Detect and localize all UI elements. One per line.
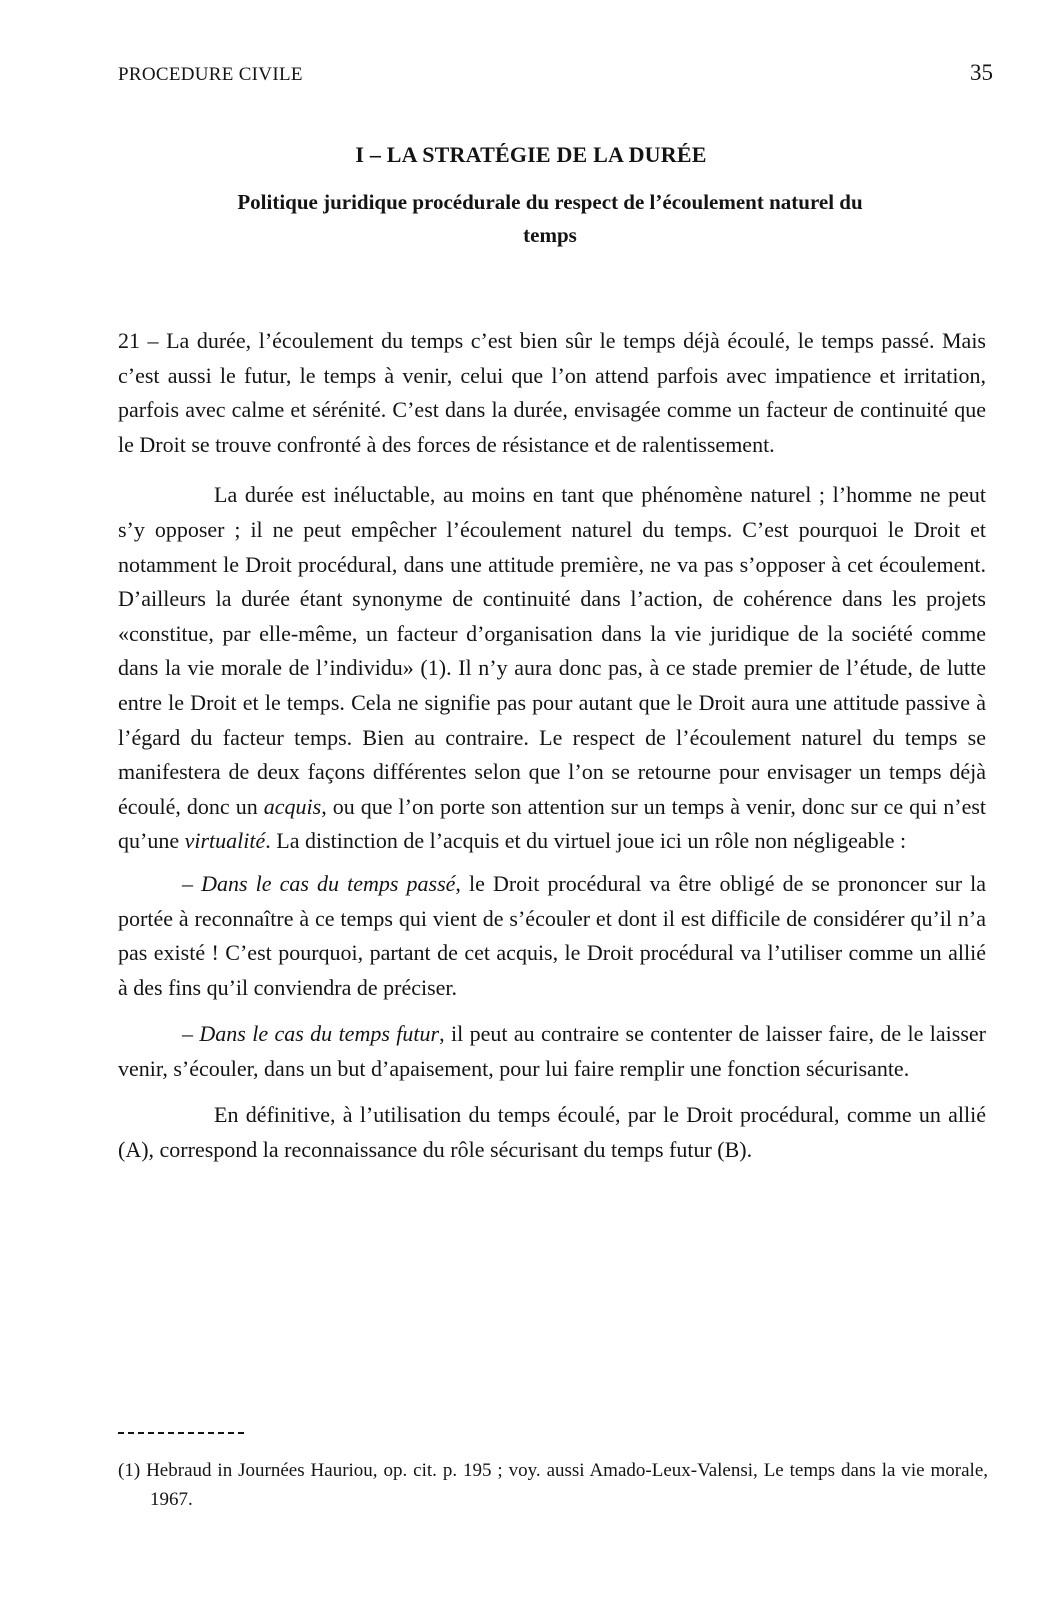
running-head-title: PROCEDURE CIVILE	[118, 64, 303, 85]
paragraph-temps-passe-text: , le Droit procédural va être obligé de se prononcer sur la portée à reconnaître à ce temps qui vient de s’écouler et dont il est difficile de considérer qu’il n’a pas existé ! C’est pourquoi, partant de cet acquis, le Droit procédural va l’utiliser comme un allié à des fins qu’il conviendra de préciser.	[118, 870, 986, 1000]
paragraph-temps-futur-text: , il peut au contraire se contenter de laisser faire, de le laisser venir, s’écouler, dans un but d’apaisement, pour lui faire remplir une fonction sécurisante.	[118, 1021, 986, 1081]
paragraph-temps-passe	[118, 867, 986, 1005]
footnote	[118, 1456, 988, 1514]
footnote-text: (1) Hebraud in Journées Hauriou, op. cit. p. 195 ; voy. aussi Amado-Leux-Valensi, Le temps dans la vie morale, 1967.	[118, 1460, 988, 1510]
paragraph-2-text-b: , ou que l’on porte son attention sur un temps à venir, donc sur ce qui n’est qu’une	[118, 793, 987, 854]
section-title: I – LA STRATÉGIE DE LA DURÉE	[355, 142, 707, 167]
emphasis-temps-futur: – Dans le cas du temps futur	[182, 1021, 440, 1047]
paragraph-temps-futur	[118, 1017, 986, 1086]
section-subtitle: Politique juridique procédurale du respect de l’écoulement naturel du temps	[237, 190, 863, 247]
running-head	[118, 60, 993, 86]
emphasis-acquis: acquis	[263, 793, 322, 819]
emphasis-temps-passe: – Dans le cas du temps passé	[182, 870, 456, 896]
paragraph-conclusion: En définitive, à l’utilisation du temps écoulé, par le Droit procédural, comme un allié (A), correspond la reconnaissance du rôle sécurisant du temps futur (B).	[118, 1102, 986, 1163]
paragraph-2	[118, 478, 986, 859]
paragraph-21: 21 – La durée, l’écoulement du temps c’est bien sûr le temps déjà écoulé, le temps passé. Mais c’est aussi le futur, le temps à venir, celui que l’on attend parfois avec impatience et irritation, parfois avec calme et sérénité. C’est dans la durée, envisagée comme un facteur de continuité que le Droit se trouve confronté à des forces de résistance et de ralentissement.	[118, 328, 986, 457]
page-number: 35	[970, 60, 993, 85]
paragraph-2-text-c: . La distinction de l’acquis et du virtuel joue ici un rôle non négligeable :	[265, 828, 907, 854]
body-text	[118, 324, 986, 1168]
emphasis-virtualite: virtualité	[184, 828, 266, 854]
footnote-separator	[118, 1432, 244, 1434]
paragraph-2-text-a: La durée est inéluctable, au moins en tant que phénomène naturel ; l’homme ne peut s’y opposer ; il ne peut empêcher l’écoulement naturel du temps. C’est pourquoi le Droit et notamment le Droit procédural, dans une attitude première, ne va pas s’opposer à cet écoulement. D’ailleurs la durée étant synonyme de continuité dans l’action, de cohérence dans les projets «constitue, par elle-même, un facteur d’organisation dans la vie juridique de la société comme dans la vie morale de l’individu» (1). Il n’y aura donc pas, à ce stade premier de l’étude, de lutte entre le Droit et le temps. Cela ne signifie pas pour autant que le Droit aura une attitude passive à l’égard du facteur temps. Bien au contraire. Le respect de l’écoulement naturel du temps se manifestera de deux façons différentes selon que l’on se retourne pour envisager un temps déjà écoulé, donc un	[118, 482, 986, 819]
